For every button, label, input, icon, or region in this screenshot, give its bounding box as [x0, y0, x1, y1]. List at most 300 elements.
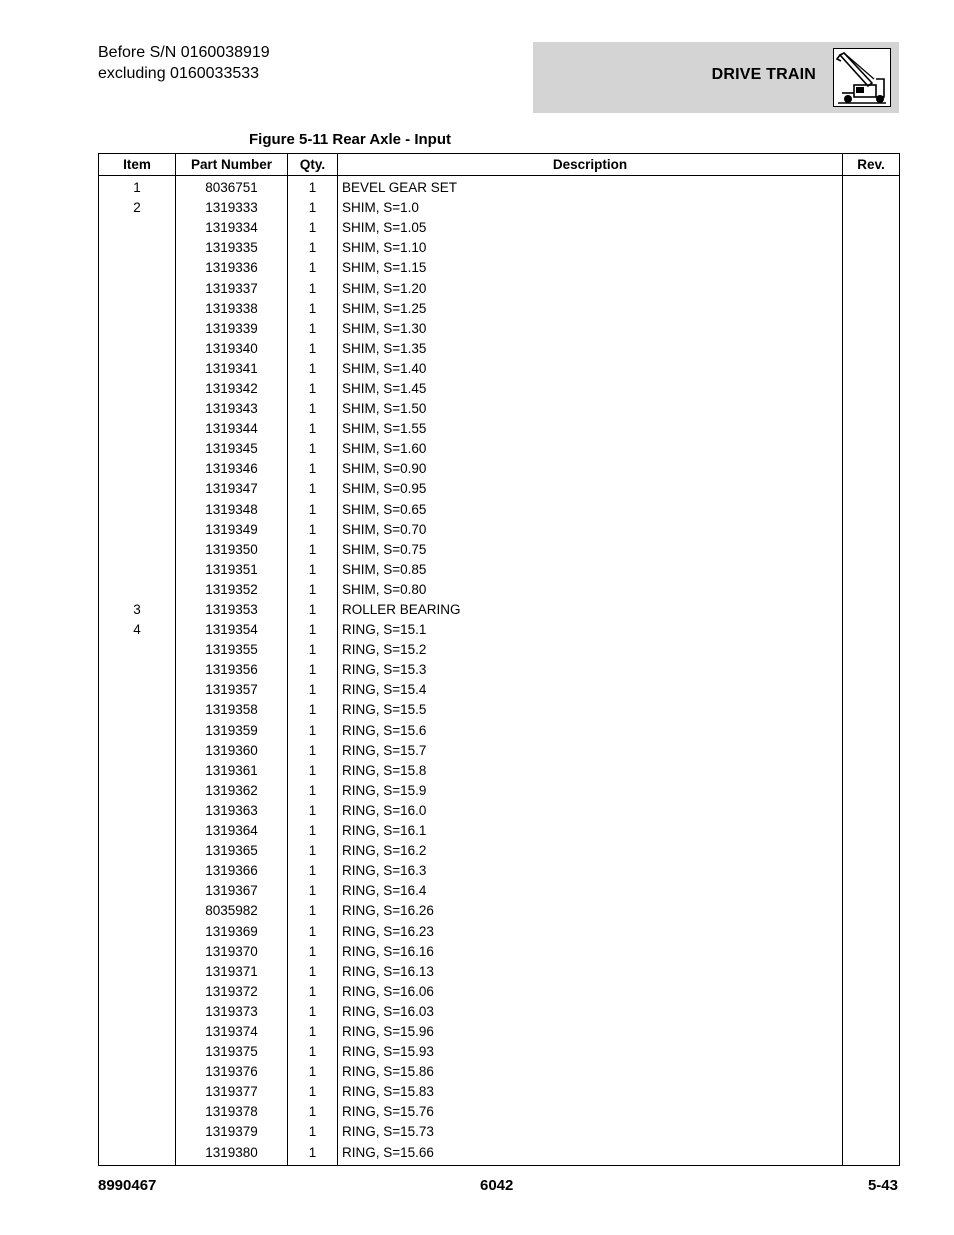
cell-rev: [843, 580, 900, 600]
table-row: [99, 982, 900, 1002]
cell-part-number: 1319352: [176, 580, 288, 600]
cell-rev: [843, 1143, 900, 1166]
cell-qty: 1: [288, 198, 338, 218]
cell-description: SHIM, S=1.50: [338, 399, 843, 419]
table-row: [99, 299, 900, 319]
table-row: [99, 620, 900, 640]
cell-item: [99, 560, 176, 580]
cell-rev: [843, 238, 900, 258]
cell-description: SHIM, S=1.20: [338, 278, 843, 298]
cell-rev: [843, 881, 900, 901]
cell-qty: 1: [288, 600, 338, 620]
table-row: [99, 1022, 900, 1042]
table-row: [99, 640, 900, 660]
cell-description: RING, S=15.96: [338, 1022, 843, 1042]
table-row: [99, 359, 900, 379]
cell-part-number: 1319366: [176, 861, 288, 881]
cell-rev: [843, 761, 900, 781]
cell-rev: [843, 660, 900, 680]
cell-rev: [843, 1002, 900, 1022]
cell-part-number: 1319378: [176, 1102, 288, 1122]
table-row: [99, 176, 900, 199]
parts-table-body: [99, 176, 900, 1166]
cell-part-number: 1319336: [176, 258, 288, 278]
cell-rev: [843, 439, 900, 459]
table-row: [99, 520, 900, 540]
table-row: [99, 841, 900, 861]
cell-description: RING, S=16.23: [338, 921, 843, 941]
table-row: [99, 781, 900, 801]
cell-rev: [843, 821, 900, 841]
cell-part-number: 1319354: [176, 620, 288, 640]
telehandler-icon: [833, 48, 891, 107]
cell-item: [99, 218, 176, 238]
cell-item: [99, 500, 176, 520]
cell-qty: 1: [288, 801, 338, 821]
cell-item: [99, 1062, 176, 1082]
cell-item: [99, 339, 176, 359]
cell-qty: 1: [288, 399, 338, 419]
cell-qty: 1: [288, 1122, 338, 1142]
cell-qty: 1: [288, 479, 338, 499]
cell-part-number: 1319370: [176, 942, 288, 962]
cell-qty: 1: [288, 1022, 338, 1042]
cell-description: SHIM, S=1.40: [338, 359, 843, 379]
cell-part-number: 1319334: [176, 218, 288, 238]
cell-part-number: 1319340: [176, 339, 288, 359]
cell-rev: [843, 861, 900, 881]
cell-part-number: 1319372: [176, 982, 288, 1002]
table-row: [99, 459, 900, 479]
cell-description: SHIM, S=1.15: [338, 258, 843, 278]
cell-part-number: 1319339: [176, 319, 288, 339]
cell-rev: [843, 801, 900, 821]
cell-item: [99, 1082, 176, 1102]
cell-description: RING, S=15.73: [338, 1122, 843, 1142]
cell-qty: 1: [288, 901, 338, 921]
table-row: [99, 1122, 900, 1142]
cell-item: [99, 901, 176, 921]
cell-description: RING, S=15.8: [338, 761, 843, 781]
cell-rev: [843, 721, 900, 741]
cell-item: [99, 1143, 176, 1166]
cell-qty: 1: [288, 319, 338, 339]
cell-part-number: 1319379: [176, 1122, 288, 1142]
cell-item: [99, 942, 176, 962]
cell-description: RING, S=15.86: [338, 1062, 843, 1082]
cell-qty: 1: [288, 520, 338, 540]
cell-part-number: 1319356: [176, 660, 288, 680]
cell-rev: [843, 560, 900, 580]
cell-rev: [843, 520, 900, 540]
cell-qty: 1: [288, 1143, 338, 1166]
table-row: [99, 1102, 900, 1122]
table-row: [99, 741, 900, 761]
cell-part-number: 1319362: [176, 781, 288, 801]
cell-part-number: 1319357: [176, 680, 288, 700]
table-row: [99, 419, 900, 439]
table-row: [99, 399, 900, 419]
cell-item: [99, 680, 176, 700]
cell-part-number: 1319337: [176, 278, 288, 298]
cell-part-number: 1319365: [176, 841, 288, 861]
parts-table: [98, 153, 900, 1166]
cell-item: [99, 640, 176, 660]
cell-qty: 1: [288, 560, 338, 580]
cell-qty: 1: [288, 861, 338, 881]
cell-item: 2: [99, 198, 176, 218]
cell-item: [99, 419, 176, 439]
cell-item: [99, 881, 176, 901]
cell-description: SHIM, S=1.45: [338, 379, 843, 399]
table-row: [99, 600, 900, 620]
cell-rev: [843, 640, 900, 660]
cell-qty: 1: [288, 580, 338, 600]
table-row: [99, 540, 900, 560]
cell-qty: 1: [288, 942, 338, 962]
cell-description: RING, S=15.2: [338, 640, 843, 660]
cell-rev: [843, 540, 900, 560]
cell-description: RING, S=15.3: [338, 660, 843, 680]
cell-item: [99, 238, 176, 258]
cell-description: SHIM, S=0.75: [338, 540, 843, 560]
cell-description: RING, S=15.93: [338, 1042, 843, 1062]
table-row: [99, 1002, 900, 1022]
table-row: [99, 942, 900, 962]
table-row: [99, 700, 900, 720]
cell-qty: 1: [288, 821, 338, 841]
cell-qty: 1: [288, 439, 338, 459]
cell-description: RING, S=16.0: [338, 801, 843, 821]
serial-number-note: [98, 42, 270, 84]
cell-description: RING, S=15.9: [338, 781, 843, 801]
table-row: [99, 921, 900, 941]
cell-item: [99, 439, 176, 459]
col-header-part-number: Part Number: [176, 154, 288, 176]
table-row: [99, 379, 900, 399]
cell-qty: 1: [288, 278, 338, 298]
cell-item: 1: [99, 176, 176, 199]
cell-item: [99, 841, 176, 861]
cell-qty: 1: [288, 1042, 338, 1062]
cell-rev: [843, 982, 900, 1002]
cell-part-number: 1319342: [176, 379, 288, 399]
table-row: [99, 500, 900, 520]
cell-item: [99, 258, 176, 278]
cell-item: [99, 700, 176, 720]
cell-item: [99, 1022, 176, 1042]
cell-qty: 1: [288, 761, 338, 781]
cell-part-number: 1319375: [176, 1042, 288, 1062]
cell-qty: 1: [288, 540, 338, 560]
figure-title: Figure 5-11 Rear Axle - Input: [249, 131, 451, 148]
cell-qty: 1: [288, 339, 338, 359]
table-row: [99, 238, 900, 258]
footer-manual-number: 8990467: [98, 1177, 157, 1194]
cell-qty: 1: [288, 741, 338, 761]
cell-item: [99, 1102, 176, 1122]
cell-item: [99, 781, 176, 801]
cell-part-number: 1319359: [176, 721, 288, 741]
cell-description: RING, S=16.26: [338, 901, 843, 921]
cell-part-number: 1319346: [176, 459, 288, 479]
cell-item: [99, 479, 176, 499]
cell-rev: [843, 962, 900, 982]
col-header-item: Item: [99, 154, 176, 176]
cell-part-number: 1319348: [176, 500, 288, 520]
footer-model: 6042: [480, 1177, 514, 1194]
cell-description: RING, S=15.66: [338, 1143, 843, 1166]
cell-rev: [843, 680, 900, 700]
col-header-qty: Qty.: [288, 154, 338, 176]
cell-qty: 1: [288, 620, 338, 640]
cell-rev: [843, 278, 900, 298]
table-row: [99, 660, 900, 680]
cell-part-number: 1319361: [176, 761, 288, 781]
cell-description: RING, S=16.1: [338, 821, 843, 841]
cell-rev: [843, 700, 900, 720]
cell-item: [99, 801, 176, 821]
cell-rev: [843, 299, 900, 319]
cell-qty: 1: [288, 359, 338, 379]
cell-qty: 1: [288, 299, 338, 319]
cell-description: SHIM, S=0.90: [338, 459, 843, 479]
cell-part-number: 1319350: [176, 540, 288, 560]
cell-item: [99, 1122, 176, 1142]
cell-item: [99, 359, 176, 379]
cell-part-number: 1319360: [176, 741, 288, 761]
cell-description: SHIM, S=1.05: [338, 218, 843, 238]
cell-item: [99, 721, 176, 741]
cell-qty: 1: [288, 640, 338, 660]
table-row: [99, 680, 900, 700]
col-header-rev: Rev.: [843, 154, 900, 176]
cell-item: [99, 459, 176, 479]
cell-description: RING, S=15.83: [338, 1082, 843, 1102]
cell-rev: [843, 176, 900, 199]
cell-item: [99, 921, 176, 941]
cell-part-number: 1319351: [176, 560, 288, 580]
table-header-row: [99, 154, 900, 176]
table-row: [99, 881, 900, 901]
cell-rev: [843, 600, 900, 620]
cell-description: RING, S=15.5: [338, 700, 843, 720]
cell-part-number: 1319341: [176, 359, 288, 379]
cell-description: RING, S=15.4: [338, 680, 843, 700]
cell-description: SHIM, S=1.55: [338, 419, 843, 439]
cell-item: 4: [99, 620, 176, 640]
cell-qty: 1: [288, 500, 338, 520]
cell-description: SHIM, S=1.60: [338, 439, 843, 459]
table-row: [99, 1082, 900, 1102]
cell-part-number: 1319367: [176, 881, 288, 901]
cell-part-number: 1319364: [176, 821, 288, 841]
cell-item: [99, 982, 176, 1002]
table-row: [99, 218, 900, 238]
col-header-description: Description: [338, 154, 843, 176]
cell-item: [99, 861, 176, 881]
cell-qty: 1: [288, 1062, 338, 1082]
cell-rev: [843, 399, 900, 419]
cell-part-number: 1319358: [176, 700, 288, 720]
cell-item: [99, 660, 176, 680]
cell-qty: 1: [288, 700, 338, 720]
table-row: [99, 258, 900, 278]
cell-description: RING, S=15.1: [338, 620, 843, 640]
cell-description: SHIM, S=0.65: [338, 500, 843, 520]
cell-description: RING, S=16.13: [338, 962, 843, 982]
cell-item: 3: [99, 600, 176, 620]
cell-description: SHIM, S=0.85: [338, 560, 843, 580]
cell-qty: 1: [288, 660, 338, 680]
cell-item: [99, 741, 176, 761]
cell-qty: 1: [288, 781, 338, 801]
cell-rev: [843, 741, 900, 761]
table-row: [99, 479, 900, 499]
cell-qty: 1: [288, 921, 338, 941]
cell-part-number: 1319355: [176, 640, 288, 660]
cell-part-number: 8035982: [176, 901, 288, 921]
cell-rev: [843, 1122, 900, 1142]
table-row: [99, 198, 900, 218]
cell-qty: 1: [288, 419, 338, 439]
serial-number-line2: excluding 0160033533: [98, 65, 260, 82]
table-row: [99, 580, 900, 600]
cell-part-number: 1319344: [176, 419, 288, 439]
cell-description: SHIM, S=1.0: [338, 198, 843, 218]
cell-rev: [843, 901, 900, 921]
cell-qty: 1: [288, 982, 338, 1002]
serial-number-line1: Before S/N 0160038919: [98, 44, 270, 61]
cell-description: SHIM, S=1.10: [338, 238, 843, 258]
cell-description: SHIM, S=0.70: [338, 520, 843, 540]
table-row: [99, 761, 900, 781]
table-row: [99, 901, 900, 921]
cell-rev: [843, 218, 900, 238]
cell-rev: [843, 781, 900, 801]
cell-rev: [843, 1042, 900, 1062]
cell-item: [99, 962, 176, 982]
cell-description: SHIM, S=0.80: [338, 580, 843, 600]
table-row: [99, 721, 900, 741]
cell-description: BEVEL GEAR SET: [338, 176, 843, 199]
cell-qty: 1: [288, 218, 338, 238]
cell-item: [99, 520, 176, 540]
cell-part-number: 1319345: [176, 439, 288, 459]
cell-description: SHIM, S=1.30: [338, 319, 843, 339]
cell-rev: [843, 921, 900, 941]
cell-part-number: 1319333: [176, 198, 288, 218]
cell-item: [99, 761, 176, 781]
cell-qty: 1: [288, 379, 338, 399]
cell-rev: [843, 1062, 900, 1082]
cell-part-number: 1319335: [176, 238, 288, 258]
cell-part-number: 1319371: [176, 962, 288, 982]
cell-item: [99, 379, 176, 399]
table-row: [99, 861, 900, 881]
table-row: [99, 1062, 900, 1082]
cell-item: [99, 580, 176, 600]
cell-description: RING, S=15.7: [338, 741, 843, 761]
cell-description: RING, S=16.4: [338, 881, 843, 901]
cell-item: [99, 821, 176, 841]
cell-description: RING, S=16.3: [338, 861, 843, 881]
table-row: [99, 319, 900, 339]
cell-part-number: 1319377: [176, 1082, 288, 1102]
cell-rev: [843, 359, 900, 379]
table-row: [99, 560, 900, 580]
cell-rev: [843, 500, 900, 520]
cell-description: RING, S=15.76: [338, 1102, 843, 1122]
cell-rev: [843, 942, 900, 962]
table-row: [99, 439, 900, 459]
table-row: [99, 801, 900, 821]
cell-part-number: 1319363: [176, 801, 288, 821]
cell-qty: 1: [288, 176, 338, 199]
cell-item: [99, 299, 176, 319]
cell-qty: 1: [288, 721, 338, 741]
cell-part-number: 8036751: [176, 176, 288, 199]
cell-rev: [843, 419, 900, 439]
cell-item: [99, 1002, 176, 1022]
cell-part-number: 1319373: [176, 1002, 288, 1022]
cell-qty: 1: [288, 841, 338, 861]
cell-qty: 1: [288, 881, 338, 901]
table-row: [99, 1042, 900, 1062]
cell-part-number: 1319369: [176, 921, 288, 941]
cell-item: [99, 399, 176, 419]
cell-rev: [843, 319, 900, 339]
cell-part-number: 1319374: [176, 1022, 288, 1042]
cell-description: RING, S=16.16: [338, 942, 843, 962]
cell-rev: [843, 841, 900, 861]
footer-page-number: 5-43: [867, 1177, 898, 1194]
cell-description: RING, S=16.2: [338, 841, 843, 861]
cell-description: RING, S=16.03: [338, 1002, 843, 1022]
cell-rev: [843, 198, 900, 218]
cell-description: SHIM, S=1.25: [338, 299, 843, 319]
cell-description: ROLLER BEARING: [338, 600, 843, 620]
cell-part-number: 1319380: [176, 1143, 288, 1166]
table-row: [99, 962, 900, 982]
section-title: DRIVE TRAIN: [711, 66, 816, 83]
cell-description: SHIM, S=0.95: [338, 479, 843, 499]
cell-qty: 1: [288, 238, 338, 258]
cell-part-number: 1319349: [176, 520, 288, 540]
cell-description: RING, S=15.6: [338, 721, 843, 741]
cell-description: RING, S=16.06: [338, 982, 843, 1002]
cell-rev: [843, 258, 900, 278]
cell-rev: [843, 1102, 900, 1122]
cell-part-number: 1319338: [176, 299, 288, 319]
cell-description: SHIM, S=1.35: [338, 339, 843, 359]
cell-qty: 1: [288, 680, 338, 700]
cell-part-number: 1319347: [176, 479, 288, 499]
cell-rev: [843, 479, 900, 499]
cell-item: [99, 1042, 176, 1062]
table-row: [99, 339, 900, 359]
cell-rev: [843, 1022, 900, 1042]
cell-rev: [843, 620, 900, 640]
table-row: [99, 278, 900, 298]
table-row: [99, 821, 900, 841]
cell-item: [99, 540, 176, 560]
cell-qty: 1: [288, 459, 338, 479]
cell-item: [99, 278, 176, 298]
cell-qty: 1: [288, 1002, 338, 1022]
cell-qty: 1: [288, 258, 338, 278]
cell-qty: 1: [288, 1102, 338, 1122]
